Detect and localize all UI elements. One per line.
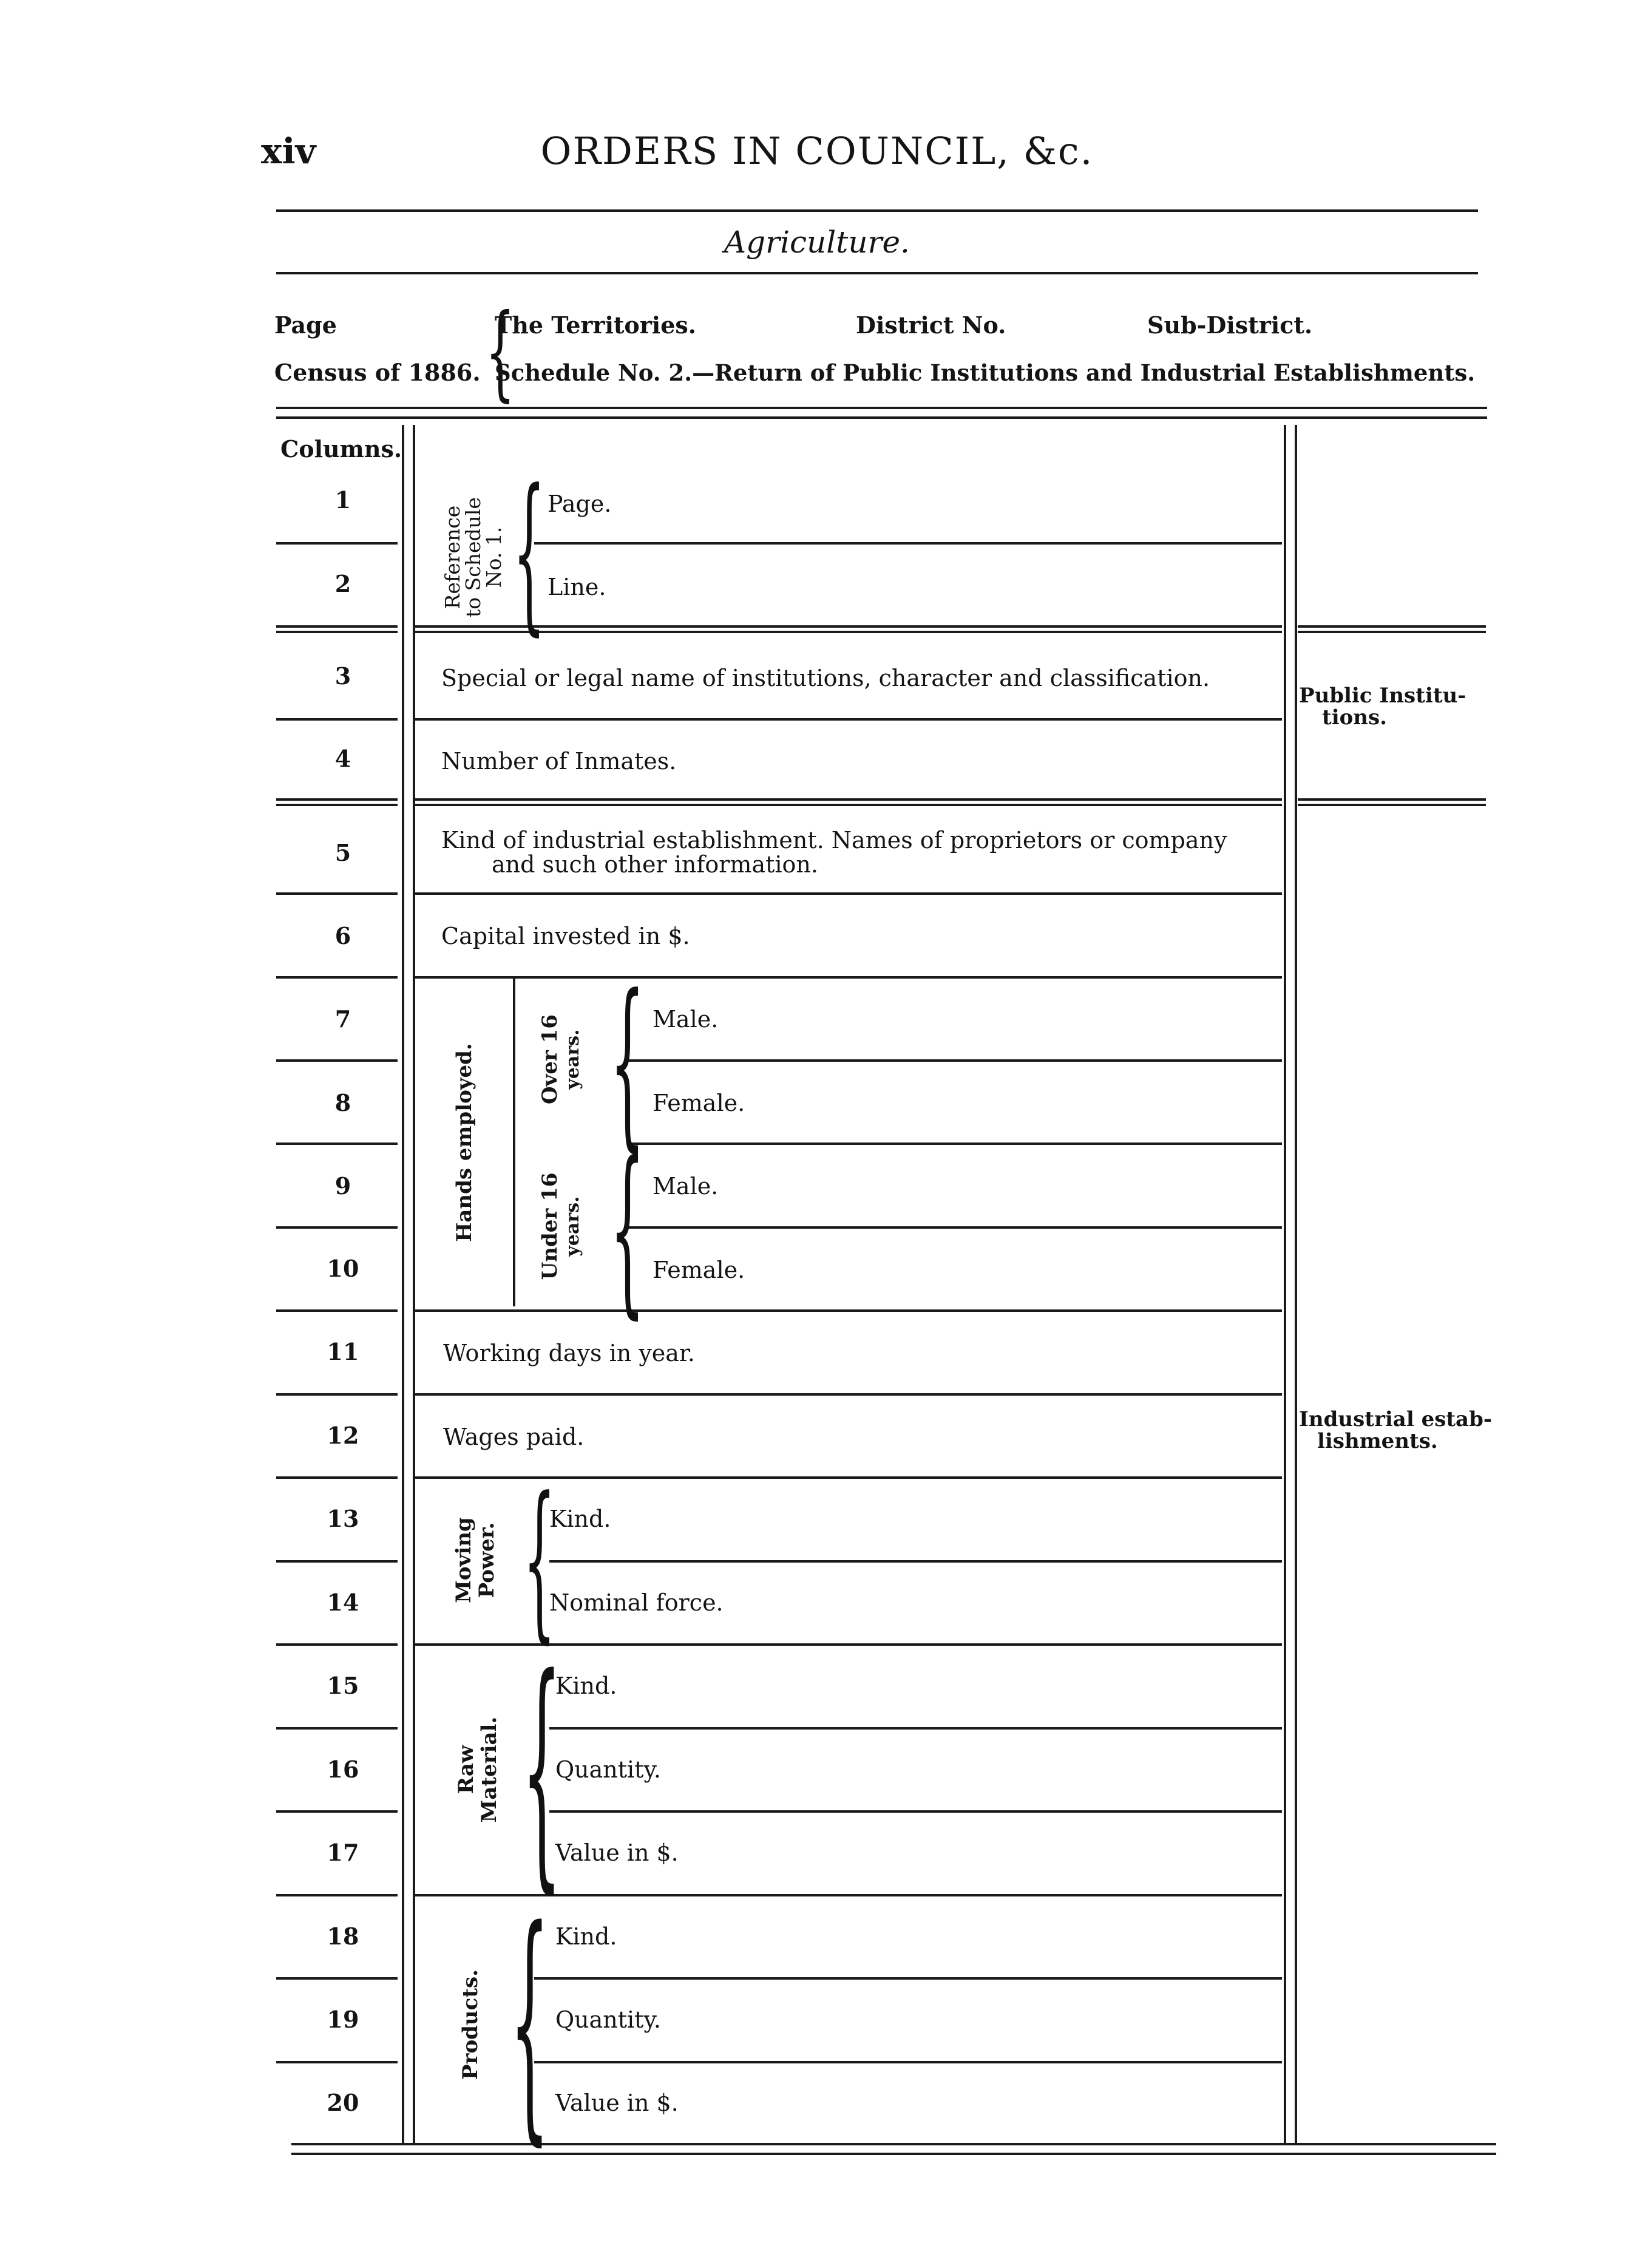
row-sep: [415, 718, 1282, 721]
section-title: Agriculture.: [724, 225, 910, 260]
row-sep: [628, 1142, 1282, 1145]
rule-top: [276, 209, 1478, 212]
row-sep: [415, 1309, 1282, 1312]
side-public-line2: tions.: [1322, 705, 1387, 730]
row-sep: [276, 1059, 398, 1062]
page-label: Page: [274, 311, 337, 339]
row-num: 5: [334, 839, 351, 866]
row-sep: [276, 542, 398, 545]
row-sep: [276, 1727, 398, 1730]
row-label: Value in $.: [555, 1839, 679, 1866]
row-sep: [276, 1309, 398, 1312]
row-sep: [534, 2061, 1282, 2063]
district-label: District No.: [856, 311, 1006, 339]
vline-num-2: [413, 425, 415, 2143]
row-sep: [549, 1560, 1282, 1563]
row-sep: [276, 2061, 398, 2063]
row-label: Kind.: [555, 1672, 617, 1699]
group-over-16-line1: Over 16: [538, 1014, 562, 1105]
row-label: Kind.: [549, 1506, 611, 1532]
row-label: Female.: [653, 1257, 745, 1283]
row-label: Quantity.: [555, 1756, 661, 1783]
row-num: 11: [327, 1338, 359, 1365]
group-under-16-line2: years.: [562, 1196, 583, 1257]
row-sep: [276, 1977, 398, 1980]
row-sep: [276, 1393, 398, 1396]
territories-label: The Territories.: [495, 311, 697, 339]
group-raw-material: [455, 1717, 501, 1823]
row-num: 12: [327, 1422, 359, 1449]
row-label-cont: and such other information.: [492, 851, 818, 878]
row-sep: [276, 892, 398, 895]
row-sep: [276, 1142, 398, 1145]
row-sep: [276, 1643, 398, 1646]
row-sep: [534, 542, 1282, 545]
group-reference-line2: to Schedule: [461, 497, 485, 617]
group-over-16-line2: years.: [562, 1029, 583, 1090]
brace-reference: {: [513, 453, 546, 651]
row-label: Male.: [653, 1006, 719, 1033]
group-products: Products.: [458, 1969, 483, 2080]
brace-raw-material: {: [522, 1625, 562, 1915]
row-label: Working days in year.: [443, 1340, 695, 1367]
row-num: 13: [327, 1505, 359, 1532]
row-sep: [415, 1393, 1282, 1396]
side-public-line1: Public Institu-: [1299, 684, 1466, 708]
row-label: Number of Inmates.: [441, 748, 677, 775]
row-sep: [276, 718, 398, 721]
row-sep: [534, 1977, 1282, 1980]
vline-side-2: [1295, 425, 1297, 2143]
row-num: 4: [334, 745, 351, 772]
row-num: 9: [334, 1172, 351, 1200]
brace-under-16: {: [610, 1123, 645, 1335]
row-sep: [276, 1476, 398, 1479]
row-sep: [276, 976, 398, 979]
row-num: 15: [327, 1672, 359, 1699]
side-sep-double: [1298, 625, 1486, 633]
side-industrial-line2: lishments.: [1317, 1429, 1438, 1453]
row-num: 14: [327, 1589, 359, 1616]
row-label: Kind of industrial establishment. Names of proprietors or company: [441, 827, 1227, 854]
row-sep-double: [276, 798, 398, 806]
row-sep: [628, 1226, 1282, 1229]
row-sep: [628, 1059, 1282, 1062]
group-under-16-line1: Under 16: [538, 1172, 562, 1280]
side-industrial-establishments: [1299, 1408, 1492, 1452]
group-reference-line1: Reference: [441, 505, 464, 609]
side-sep-double: [1298, 798, 1486, 806]
census-label: Census of 1886.: [274, 359, 481, 386]
row-label: Female.: [653, 1090, 745, 1116]
schedule-title: Schedule No. 2.—Return of Public Institutions and Industrial Establishments.: [495, 359, 1476, 386]
running-title: ORDERS IN COUNCIL, &c.: [540, 129, 1094, 173]
sub-district-label: Sub-District.: [1147, 311, 1313, 339]
group-moving-power-line1: Moving: [452, 1517, 476, 1603]
row-sep: [276, 1810, 398, 1813]
row-sep: [276, 1560, 398, 1563]
row-num: 17: [327, 1839, 359, 1866]
header-brace: {: [485, 292, 515, 412]
brace-products: {: [510, 1876, 550, 2167]
row-label: Page.: [547, 491, 612, 517]
row-num: 2: [334, 570, 351, 597]
rule-form-top: [276, 407, 1487, 419]
row-sep: [549, 1810, 1282, 1813]
side-public-institutions: [1299, 685, 1466, 728]
row-sep: [415, 976, 1282, 979]
row-label: Capital invested in $.: [441, 923, 690, 949]
page-folio: xiv: [261, 131, 316, 172]
group-raw-material-line1: Raw: [454, 1745, 478, 1794]
row-num: 10: [327, 1255, 359, 1282]
row-num: 3: [334, 662, 351, 690]
row-label: Wages paid.: [443, 1424, 585, 1450]
rule-under-section: [276, 272, 1478, 274]
vline-num-1: [402, 425, 404, 2143]
vline-side-1: [1284, 425, 1286, 2143]
row-label: Value in $.: [555, 2090, 679, 2116]
side-industrial-line1: Industrial estab-: [1299, 1407, 1492, 1431]
row-num: 7: [334, 1005, 351, 1033]
row-sep: [549, 1727, 1282, 1730]
row-sep-double: [276, 625, 398, 633]
group-under-16: [538, 1173, 585, 1280]
row-label: Kind.: [555, 1923, 617, 1950]
row-num: 19: [327, 2006, 359, 2033]
group-reference: [442, 497, 504, 617]
row-label: Line.: [547, 574, 606, 600]
row-label: Quantity.: [555, 2006, 661, 2033]
columns-label: Columns.: [280, 435, 402, 463]
group-moving-power: [452, 1517, 498, 1603]
row-num: 16: [327, 1756, 359, 1783]
row-label: Special or legal name of institutions, character and classification.: [441, 665, 1210, 691]
row-num: 8: [334, 1089, 351, 1116]
group-hands-employed: Hands employed.: [452, 1043, 476, 1242]
row-num: 6: [334, 922, 351, 949]
group-reference-line3: No. 1.: [482, 526, 506, 588]
row-label: Male.: [653, 1173, 719, 1200]
rule-table-bottom: [291, 2143, 1496, 2155]
row-num: 1: [334, 486, 351, 514]
row-num: 18: [327, 1923, 359, 1950]
group-over-16: [538, 1014, 585, 1104]
row-label: Nominal force.: [549, 1589, 724, 1616]
row-sep: [276, 1894, 398, 1896]
group-moving-power-line2: Power.: [475, 1522, 499, 1598]
row-sep: [276, 1226, 398, 1229]
row-num: 20: [327, 2089, 359, 2116]
brace-over-16: {: [610, 956, 645, 1168]
row-sep-double: [415, 798, 1282, 806]
row-sep: [415, 892, 1282, 895]
brace-moving-power: {: [523, 1461, 556, 1659]
group-raw-material-line2: Material.: [477, 1716, 501, 1823]
vline-hands: [513, 979, 515, 1306]
